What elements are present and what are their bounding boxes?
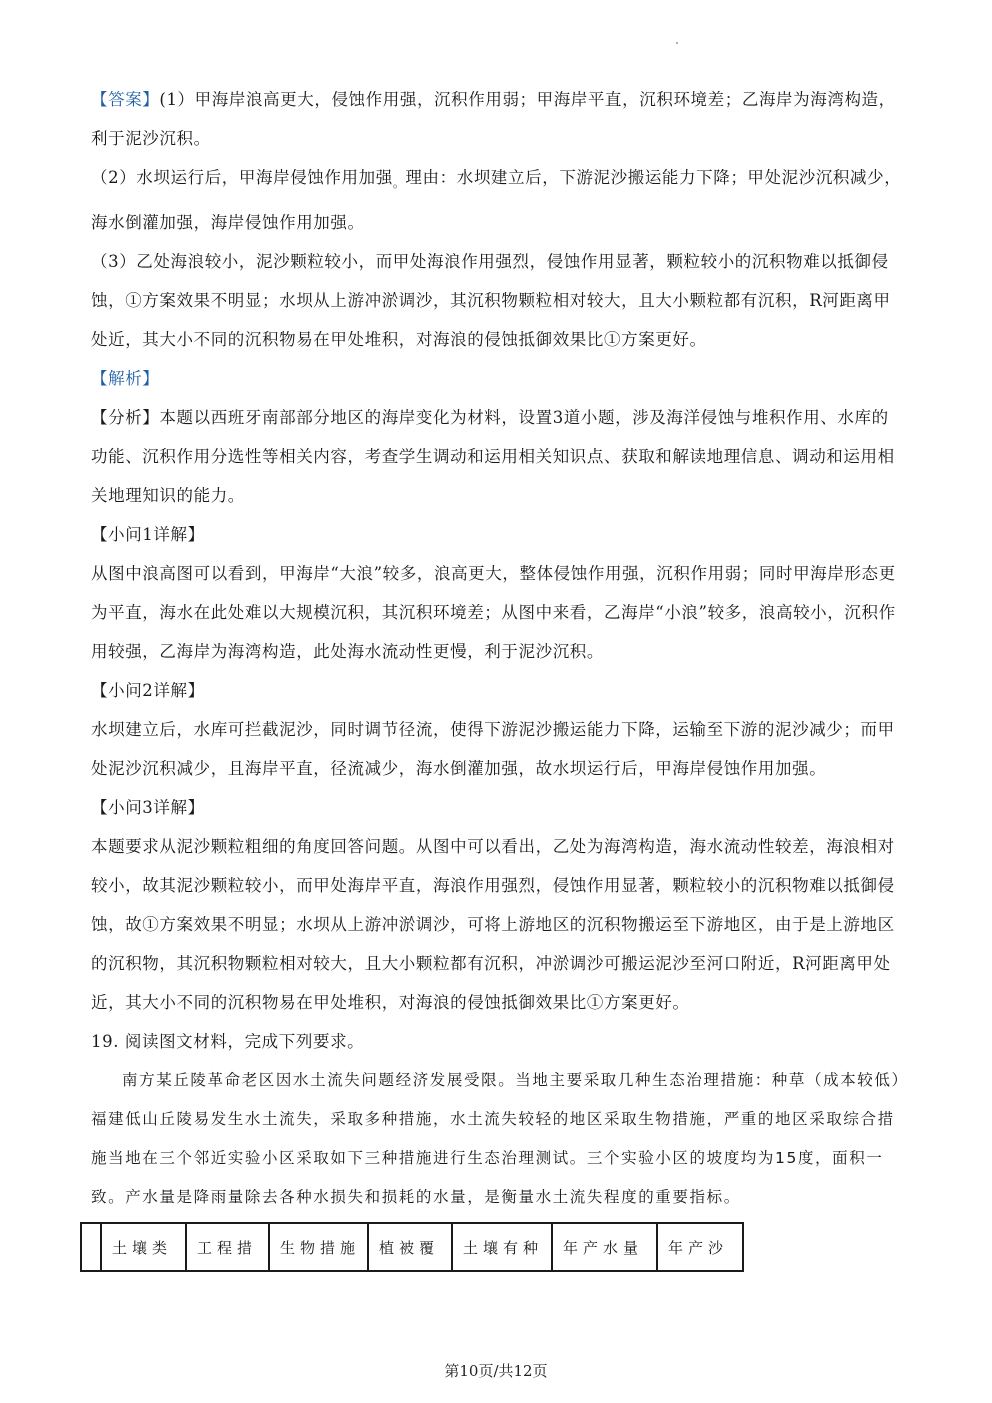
q1-explanation: 从图中浪高图可以看到，甲海岸“大浪”较多，浪高更大，整体侵蚀作用强，沉积作用弱；同时甲海岸形态更为平直，海水在此处难以大规模沉积，其沉积环境差；从图中来看，乙海岸“小浪”较多，浪高较小，沉积作用较强，乙海岸为海湾构造，此处海水流动性更慢，利于泥沙沉积。 (91, 564, 896, 661)
analysis-tag: 【解析】 (91, 369, 160, 388)
answer-part2-text-b: 理由：水坝建立后，下游泥沙搬运能力下降；甲处泥沙沉积减少，海水倒灌加强，海岸侵蚀作用加强。 (91, 168, 902, 232)
measures-table (80, 1222, 744, 1272)
table-header-cell: 土壤有种 (452, 1223, 552, 1271)
q1-heading: 【小问1详解】 (91, 525, 205, 544)
q3-heading: 【小问3详解】 (91, 798, 205, 817)
table-header-cell: 生物措施 (269, 1223, 368, 1271)
table-header-cell: 植被覆 (368, 1223, 452, 1271)
table-header-row (81, 1223, 743, 1271)
table-header-cell: 土壤类 (101, 1223, 186, 1271)
answer-part1-text: (1）甲海岸浪高更大，侵蚀作用强，沉积作用弱；甲海岸平直，沉积环境差；乙海岸为海湾构造，利于泥沙沉积。 (91, 90, 896, 148)
answer-p2 (91, 158, 903, 242)
table-header-cell: 年产水量 (552, 1223, 657, 1271)
q2-heading: 【小问2详解】 (91, 681, 205, 700)
table-header-cell: 年产沙 (657, 1223, 743, 1271)
answer-part2-text-a: （2）水坝运行后，甲海岸侵蚀作用加强 (91, 168, 393, 187)
material-text: 南方某丘陵革命老区因水土流失问题经济发展受限。当地主要采取几种生态治理措施：种草（成本较低）福建低山丘陵易发生水土流失，采取多种措施，水土流失较轻的地区采取生物措施，严重的地区采取综合措施当地在三个邻近实验小区采取如下三种措施进行生态治理测试。三个实验小区的坡度均为15度，面积一致。产水量是降雨量除去各种水损失和损耗的水量，是衡量水土流失程度的重要指标。 (91, 1071, 901, 1206)
q2-explanation: 水坝建立后，水库可拦截泥沙，同时调节径流，使得下游泥沙搬运能力下降，运输至下游的泥沙减少；而甲处泥沙沉积减少，且海岸平直，径流减少，海水倒灌加强，故水坝运行后，甲海岸侵蚀作用加强。 (91, 720, 895, 778)
answer-p1 (91, 80, 903, 158)
q3-explanation: 本题要求从泥沙颗粒粗细的角度回答问题。从图中可以看出，乙处为海湾构造，海水流动性较差，海浪相对较小，故其泥沙颗粒较小，而甲处海岸平直，海浪作用强烈，侵蚀作用显著，颗粒较小的沉积物难以抵御侵蚀，故①方案效果不明显；水坝从上游冲淤调沙，可将上游地区的沉积物搬运至下游地区，由于是上游地区的沉积物，其沉积物颗粒相对较大，且大小颗粒都有沉积，冲淤调沙可搬运泥沙至河口附近，R河距离甲处近，其大小不同的沉积物易在甲处堆积，对海浪的侵蚀抵御效果比①方案更好。 (91, 837, 895, 1012)
page-content (91, 80, 903, 1217)
answer-tag: 【答案】 (91, 90, 160, 109)
answer-p3: （3）乙处海浪较小，泥沙颗粒较小，而甲处海浪作用强烈，侵蚀作用显著，颗粒较小的沉积物难以抵御侵蚀，①方案效果不明显；水坝从上游冲淤调沙，其沉积物颗粒相对较大，且大小颗粒都有沉积，R河距离甲处近，其大小不同的沉积物易在甲处堆积，对海浪的侵蚀抵御效果比①方案更好。 (91, 252, 891, 349)
table-header-cell-blank (81, 1223, 101, 1271)
page-footer: 第10页/共12页 (444, 1362, 548, 1380)
scan-speck (676, 42, 678, 44)
question-19-title: 19. 阅读图文材料，完成下列要求。 (91, 1032, 365, 1051)
analysis-summary: 【分析】本题以西班牙南部部分地区的海岸变化为材料，设置3道小题，涉及海洋侵蚀与堆积作用、水库的功能、沉积作用分选性等相关内容，考查学生调动和运用相关知识点、获取和解读地理信息、调动和运用相关地理知识的能力。 (91, 408, 895, 505)
question-19-material (91, 1061, 903, 1217)
table-header-cell: 工程措 (186, 1223, 269, 1271)
answer-part2-period: 。 (392, 176, 406, 190)
